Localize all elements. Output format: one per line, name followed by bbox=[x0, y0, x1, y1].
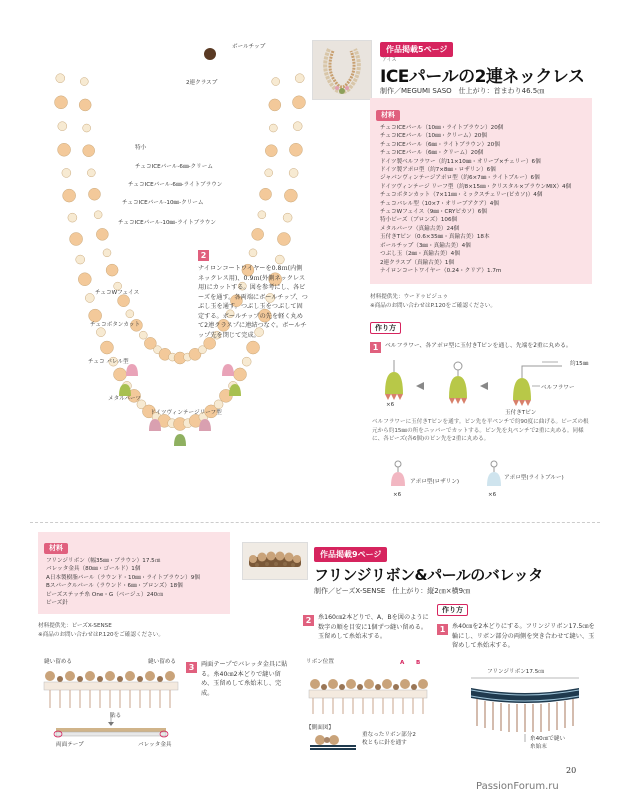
barrette-materials-box bbox=[38, 532, 230, 614]
step2-number: 2 bbox=[198, 250, 209, 261]
pearl-bead bbox=[269, 124, 277, 132]
label-bellflower: ベルフラワー bbox=[541, 385, 575, 391]
pearl-a bbox=[346, 679, 356, 689]
pearl-a bbox=[382, 679, 392, 689]
label-sew-left: 縫い留める bbox=[44, 659, 72, 665]
pearl-b bbox=[157, 676, 163, 682]
flower-bead bbox=[174, 434, 186, 446]
material-item: バレッタ金具（80㎜・ゴールド）1個 bbox=[46, 566, 141, 573]
pearl-a bbox=[364, 679, 374, 689]
pearl-bead bbox=[265, 145, 277, 157]
pearl-bead bbox=[88, 188, 100, 200]
label-ice6-cream: チェコICEパール-6㎜-クリーム bbox=[135, 164, 213, 170]
barrette-inquiry: ※商品のお問い合わせはP.120をご確認ください。 bbox=[38, 632, 164, 638]
label-stick: 貼る bbox=[110, 713, 122, 719]
material-item: チェコICEパール（6㎜・クリーム）20個 bbox=[380, 150, 484, 157]
label-ribbon-position: リボン位置 bbox=[306, 659, 334, 665]
material-item: フリンジリボン（幅35㎜・ブラウン）17.5㎝ bbox=[46, 558, 161, 564]
pearl-b bbox=[117, 676, 123, 682]
title-ruby: アイス bbox=[382, 57, 397, 63]
material-item: チェコICEパール（10㎜・ライトブラウン）20個 bbox=[380, 125, 504, 131]
pearl-bead bbox=[94, 211, 102, 219]
step2-text: ナイロンコートワイヤーを0.8ｍ(内側ネックレス用)、0.9ｍ(外側ネックレス用)にカットする。図を参考にし、各ビーズを通す。各両端にボールチップ、つぶし玉を通す。つぶし玉をつぶして固定する。ボールチップの先を軽く丸めて2連クラスプに連結つなぐ。ボールチップ先を閉じて完成。 bbox=[198, 265, 308, 339]
necklace-photo bbox=[312, 40, 372, 100]
label-wface: チェコWフェイス bbox=[95, 290, 140, 296]
pearl-a bbox=[400, 679, 410, 689]
pearl-b bbox=[357, 684, 363, 690]
barrette-step2-text: 糸160㎝2本どりで、A、Bを図のように数字の順を目安に1個ずつ縫い留める。玉留めして糸始末する。 bbox=[318, 614, 429, 640]
pearl-bead bbox=[56, 74, 65, 83]
step1-number: 1 bbox=[370, 342, 381, 353]
material-item: Bスパークルパール（ラウンド・6㎜・ブロンズ）18個 bbox=[46, 583, 183, 590]
material-item: チェコICEパール（6㎜・ライトブラウン）20個 bbox=[380, 141, 500, 148]
pearl-layout-diagram bbox=[303, 668, 433, 718]
pearl-bead bbox=[260, 188, 272, 200]
step1-text: ベルフラワー、各アポロ型に玉付きTピンを通し、先端を2重に丸める。 bbox=[385, 343, 572, 349]
material-item: 玉付きTピン（0.6×35㎜・真鍮古美）18本 bbox=[380, 234, 490, 241]
label-ice10-cream: チェコICEパール-10㎜-クリーム bbox=[122, 200, 204, 206]
material-item: ドイツ製アポロ型（約7×8㎜・ロザリン）6個 bbox=[380, 167, 496, 174]
section1-tag: 作品掲載5ページ bbox=[380, 42, 453, 57]
pearl-bead bbox=[118, 295, 130, 307]
pearl-bead bbox=[277, 233, 290, 246]
watermark: PassionForum.ru bbox=[476, 781, 559, 792]
section2-credit: 制作／ビーズX-SENSE 仕上がり：縦2㎝×横9㎝ bbox=[314, 587, 471, 595]
pearl-bead bbox=[284, 189, 297, 202]
material-item: A日本製樹脂パール（ラウンド・10㎜・ライトブラウン）9個 bbox=[46, 574, 200, 581]
label-apollo-rosaline: アポロ型(ロザリン) bbox=[410, 479, 460, 485]
pearl-bead bbox=[62, 168, 71, 177]
barrette-materials-list bbox=[38, 554, 230, 607]
material-item: ドイツヴィンテージ リーフ型（約8×15㎜・クリスタル×ブラウンMIX）4個 bbox=[380, 183, 572, 190]
label-tpin: 玉付きTピン bbox=[505, 410, 537, 416]
pearl-b bbox=[411, 684, 417, 690]
label-apollo-lightblue: アポロ型(ライトブルー) bbox=[504, 475, 564, 481]
label-tokusho: 特小 bbox=[135, 145, 147, 151]
label-ball-chip: ボールチップ bbox=[232, 44, 266, 50]
howto-label: 作り方 bbox=[370, 322, 401, 334]
pearl-bead bbox=[106, 264, 118, 276]
pearl-b bbox=[97, 676, 103, 682]
material-item: チェコICEパール（10㎜・クリーム）20個 bbox=[380, 133, 487, 140]
pearl-bead bbox=[83, 124, 91, 132]
flower-bead bbox=[126, 364, 138, 376]
section2-tag: 作品掲載9ページ bbox=[314, 547, 387, 562]
material-item: 2連クラスプ（真鍮古美）1個 bbox=[380, 259, 455, 266]
side-view-diagram bbox=[308, 732, 358, 752]
label-overlap-note: 重なったリボン部分2枚ともに針を通す bbox=[362, 732, 416, 746]
inquiry: ※商品のお問い合わせはP.120をご確認ください。 bbox=[370, 303, 496, 309]
material-item: チェコWフェイス（9㎜・CRYピカソ）6個 bbox=[380, 209, 487, 216]
pearl-bead bbox=[242, 357, 251, 366]
label-tape: 両面テープ bbox=[56, 742, 84, 748]
pearl-b bbox=[393, 684, 399, 690]
pearl-bead bbox=[68, 213, 77, 222]
section1-credit: 制作／MEGUMI SASO 仕上がり：首まわり46.5㎝ bbox=[380, 87, 545, 95]
label-ice6-brown: チェコICEパール-6㎜-ライトブラウン bbox=[128, 182, 223, 188]
pearl-bead bbox=[272, 78, 280, 86]
label-barrette-metal: バレッタ金具 bbox=[138, 742, 172, 748]
pearl-a bbox=[418, 679, 428, 689]
barrette-photo bbox=[242, 542, 308, 580]
label-sew-right: 縫い留める bbox=[148, 659, 176, 665]
pearl-bead bbox=[78, 273, 91, 286]
pearl-bead bbox=[58, 143, 71, 156]
label-a: A bbox=[400, 660, 405, 666]
material-item: ジャパンヴィンテージアポロ型（約6×7㎜・ライトブルー）6個 bbox=[380, 175, 540, 182]
pearl-bead bbox=[292, 96, 305, 109]
material-item: チェコボタンカット（7×11㎜・ミックスチェリー(ピカソ)）4個 bbox=[380, 192, 543, 199]
label-x6-a: ×6 bbox=[386, 402, 395, 408]
materials-box bbox=[370, 98, 592, 284]
section2-title: フリンジリボン&パールのバレッタ bbox=[314, 566, 543, 584]
label-leaf: ドイツヴィンテージリーフ型 bbox=[150, 410, 222, 416]
pearl-a bbox=[165, 671, 175, 681]
material-item: ボールチップ（3㎜・真鍮古美）4個 bbox=[380, 242, 471, 249]
material-item: ビーズステッチ糸 One・G（ベージュ）240㎝ bbox=[46, 591, 163, 598]
pearl-b bbox=[137, 676, 143, 682]
pearl-bead bbox=[96, 328, 105, 337]
pearl-bead bbox=[96, 228, 108, 240]
label-sew-note: 糸40㎝で縫い糸始末 bbox=[530, 736, 566, 750]
pearl-bead bbox=[79, 99, 91, 111]
pearl-bead bbox=[114, 368, 127, 381]
pearl-a bbox=[85, 671, 95, 681]
material-item: 特小ビーズ（ブロンズ）106個 bbox=[380, 217, 458, 224]
pearl-bead bbox=[70, 233, 83, 246]
barrette-supplier: 材料提供先：ビーズX-SENSE bbox=[38, 623, 112, 629]
pearl-bead bbox=[80, 78, 88, 86]
section-divider bbox=[30, 522, 600, 524]
pearl-bead bbox=[58, 122, 67, 131]
pearl-bead bbox=[83, 145, 95, 157]
pearl-a bbox=[65, 671, 75, 681]
barrette-materials-label: 材料 bbox=[44, 543, 68, 554]
supplier: 材料提供先：ウードゥビジュゥ bbox=[370, 294, 449, 300]
pearl-b bbox=[57, 676, 63, 682]
pearl-bead bbox=[249, 249, 257, 257]
pearl-bead bbox=[289, 168, 298, 177]
label-ice10-brown: チェコICEパール-10㎜-ライトブラウン bbox=[118, 220, 216, 226]
pearl-a bbox=[125, 671, 135, 681]
pearl-a bbox=[328, 679, 338, 689]
pearl-bead bbox=[55, 96, 68, 109]
material-item: ビーズ針 bbox=[46, 600, 68, 607]
material-item: ナイロンコートワイヤー（0.24・クリア）1.7m bbox=[380, 267, 502, 274]
barrette-step1-number: 1 bbox=[437, 624, 448, 635]
pearl-bead bbox=[283, 213, 292, 222]
materials-list bbox=[370, 121, 592, 275]
pearl-bead bbox=[100, 341, 113, 354]
pearl-a bbox=[310, 679, 320, 689]
pearl-bead bbox=[295, 74, 304, 83]
section1-title: ICEパールの2連ネックレス bbox=[380, 67, 585, 87]
pearl-a bbox=[145, 671, 155, 681]
pearl-b bbox=[339, 684, 345, 690]
pearl-bead bbox=[126, 310, 134, 318]
pearl-bead bbox=[252, 228, 264, 240]
pearl-b bbox=[321, 684, 327, 690]
pearl-bead bbox=[63, 189, 76, 202]
pearl-b bbox=[77, 676, 83, 682]
pearl-bead bbox=[289, 143, 302, 156]
pearl-bead bbox=[85, 293, 94, 302]
label-length: 約15㎜ bbox=[570, 361, 589, 367]
pearl-bead bbox=[139, 331, 147, 339]
barrette-howto-label: 作り方 bbox=[437, 604, 468, 616]
pearl-a bbox=[45, 671, 55, 681]
barrette-step1-text: 糸40㎝を2本どりにする。フリンジリボン17.5㎝を輪にし、リボン部分の両側を突き合わせて縫い、玉留めして糸始末する。 bbox=[452, 623, 595, 649]
barrette-step3-text: 両面テープでバレッタ金具に貼る。糸40㎝2本どりで縫い留め、玉留めして糸始末し、完成。 bbox=[201, 661, 288, 697]
pearl-bead bbox=[269, 99, 281, 111]
pearl-bead bbox=[247, 341, 260, 354]
material-item: ドイツ製ベルフラワー（約11×10㎜・オリーブ×チェリー）6個 bbox=[380, 158, 541, 165]
pearl-bead bbox=[76, 255, 85, 264]
pearl-bead bbox=[265, 169, 273, 177]
label-x6-c: ×6 bbox=[488, 492, 497, 498]
label-b: B bbox=[416, 660, 421, 666]
barrette-step3-number: 3 bbox=[186, 662, 197, 673]
flower-bead bbox=[222, 364, 234, 376]
pearl-bead bbox=[234, 368, 247, 381]
pearl-bead bbox=[293, 122, 302, 131]
label-side-view: 【側面図】 bbox=[306, 725, 334, 731]
label-metal-parts: メタルパーツ bbox=[108, 396, 141, 402]
label-button-cut: チェコボタンカット bbox=[90, 322, 141, 328]
label-clasp: 2連クラスプ bbox=[186, 80, 218, 86]
pearl-b bbox=[375, 684, 381, 690]
fringe-ribbon-diagram bbox=[455, 668, 595, 748]
page-number: 20 bbox=[566, 766, 577, 775]
material-item: チェコバレル型（10×7・オリーブアクア）4個 bbox=[380, 200, 499, 207]
barrette-step2-number: 2 bbox=[303, 615, 314, 626]
material-item: メタルパーツ（真鍮古美）24個 bbox=[380, 225, 460, 232]
label-x6-b: ×6 bbox=[393, 492, 402, 498]
step1-note: ベルフラワーに玉付きTピンを通す。ピン先を平ペンチで約90度に曲げる。ビーズの根元から約15㎜の所をニッパーでカットする。ピン先を丸ペンチで2重に丸める。同様に、各ビーズ(各6個)のピン先を2重に丸める。 bbox=[372, 419, 589, 443]
pearl-bead bbox=[258, 211, 266, 219]
pearl-a bbox=[105, 671, 115, 681]
label-fringe-length: フリンジリボン17.5㎝ bbox=[487, 669, 544, 675]
pearl-bead bbox=[103, 249, 111, 257]
clasp-icon bbox=[204, 48, 216, 60]
materials-label: 材料 bbox=[376, 110, 400, 121]
pearl-bead bbox=[87, 169, 95, 177]
label-barrel: チェコ バレル型 bbox=[88, 359, 129, 365]
material-item: つぶし玉（2㎜・真鍮古美）4個 bbox=[380, 251, 460, 258]
pearl-bead bbox=[275, 255, 284, 264]
